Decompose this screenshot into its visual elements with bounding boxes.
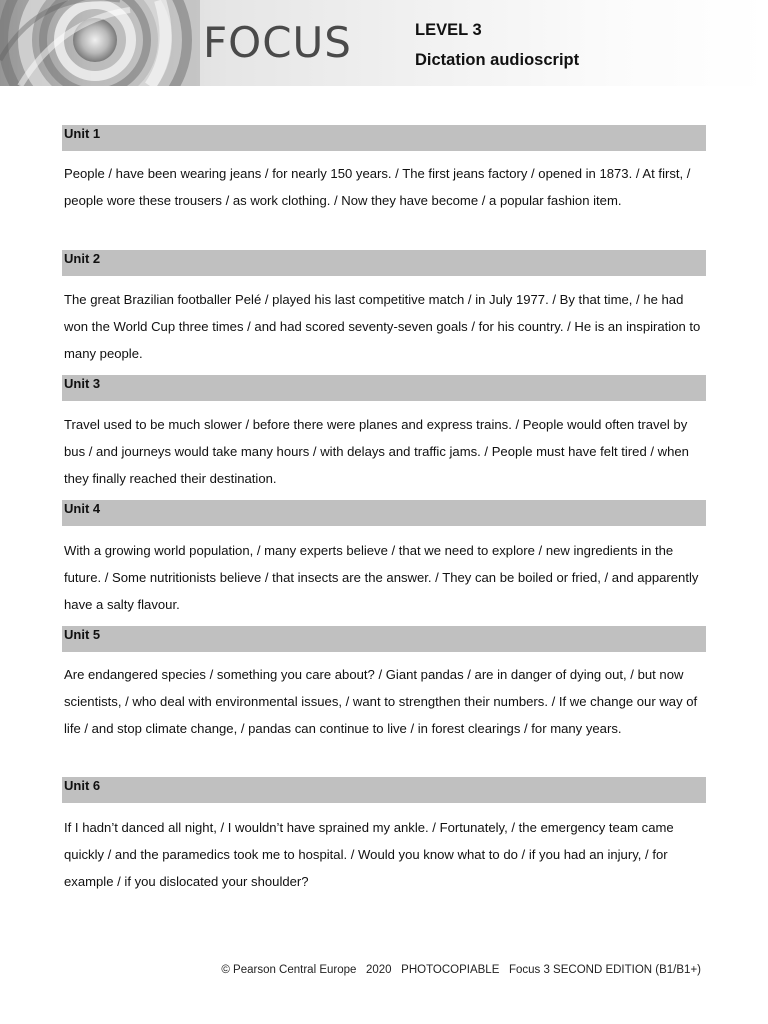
swirl-logo-graphic	[0, 0, 200, 86]
section-header-unit-5	[62, 626, 706, 652]
section-header-unit-4	[62, 500, 706, 526]
section-header-unit-6	[62, 777, 706, 803]
section-label: Unit 3	[64, 376, 101, 391]
section-text-unit-4: With a growing world population, / many experts believe / that we need to explore / new ingredients in the future. / Some nutritionists believe / that insects are the answer. / They can be boiled or fried, / and apparently have a salty flavour.	[64, 543, 699, 612]
section-label: Unit 1	[64, 126, 101, 141]
section-header-unit-2	[62, 250, 706, 276]
footer-copyright: © Pearson Central Europe 2020 PHOTOCOPIABLE Focus 3 SECOND EDITION (B1/B1+)	[221, 964, 701, 976]
section-text-unit-1: People / have been wearing jeans / for nearly 150 years. / The first jeans factory / opened in 1873. / At first, / people wore these trousers / as work clothing. / Now they have become / a popular fashion item.	[64, 166, 691, 208]
section-label: Unit 4	[64, 501, 101, 516]
section-header-unit-3	[62, 375, 706, 401]
section-header-unit-1	[62, 125, 706, 151]
section-label: Unit 5	[64, 627, 101, 642]
level-heading: LEVEL 3	[415, 21, 482, 39]
document-title: Dictation audioscript	[415, 51, 580, 69]
brand-logo-text: FOCUS	[203, 18, 352, 67]
section-text-unit-3: Travel used to be much slower / before there were planes and express trains. / People would often travel by bus / and journeys would take many hours / with delays and traffic jams. / People must have felt tired / when they finally reached their destination.	[64, 417, 689, 486]
section-label: Unit 2	[64, 251, 101, 266]
section-text-unit-5: Are endangered species / something you care about? / Giant pandas / are in danger of dying out, / but now scientists, / who deal with environmental issues, / want to strengthen their numbers. / If we change our way of life / and stop climate change, / pandas can continue to live / in forest clearings / for many years.	[64, 667, 698, 736]
section-text-unit-2: The great Brazilian footballer Pelé / played his last competitive match / in July 1977. / By that time, / he had won the World Cup three times / and had scored seventy-seven goals / for his country. / He is an inspiration to many people.	[64, 292, 701, 361]
section-text-unit-6: If I hadn’t danced all night, / I wouldn’t have sprained my ankle. / Fortunately, / the emergency team came quickly / and the paramedics took me to hospital. / Would you know what to do / if you had an injury, / for example / if you dislocated your shoulder?	[64, 820, 674, 889]
section-label: Unit 6	[64, 778, 101, 793]
page-header	[0, 0, 768, 86]
